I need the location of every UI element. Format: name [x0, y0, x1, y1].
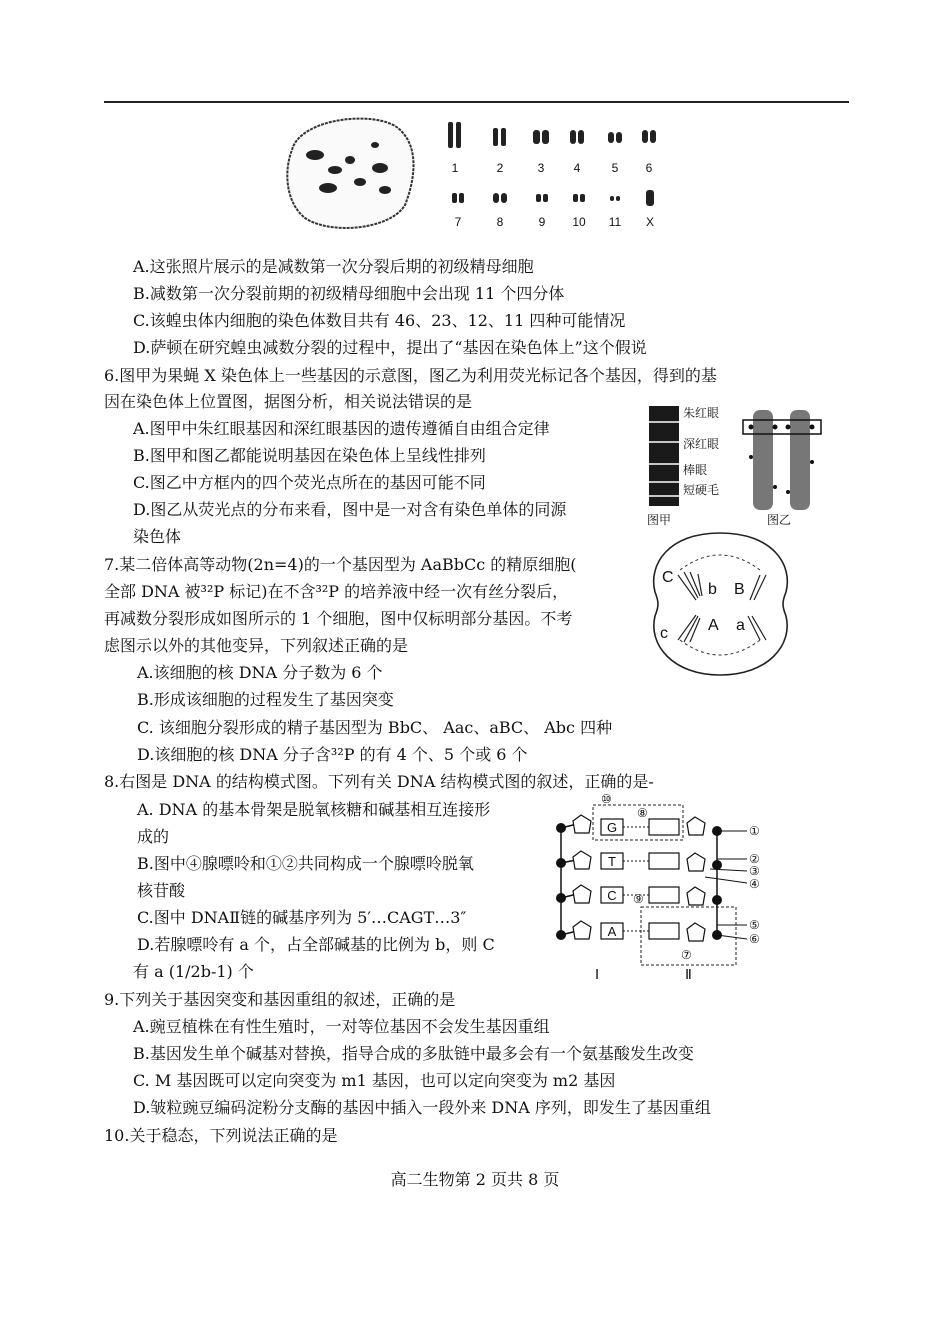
q8-stem: 8.右图是 DNA 的结构模式图。下列有关 DNA 结构模式图的叙述，正确的是-: [104, 772, 654, 791]
q6-option-d-2: 染色体: [133, 527, 182, 546]
label-yi: 图乙: [767, 513, 792, 527]
circle-1: ①: [749, 824, 760, 838]
q6-stem-2: 因在染色体上位置图，据图分析，相关说法错误的是: [104, 392, 473, 411]
karyotype-figure: [280, 110, 680, 235]
kar-label-4: 4: [573, 161, 581, 175]
fly-chromosome-figure: [645, 402, 825, 530]
gene-deep-red: 深红眼: [683, 437, 720, 451]
q5-option-a: A.这张照片展示的是减数第一次分裂后期的初级精母细胞: [133, 257, 534, 276]
base-A: A: [607, 924, 617, 939]
cell-membrane: [654, 533, 788, 675]
q9-option-b: B.基因发生单个碱基对替换，指导合成的多肽链中最多会有一个氨基酸发生改变: [133, 1044, 694, 1063]
strand-II: Ⅱ: [685, 966, 692, 982]
q8-option-b-1: B.图中④腺嘌呤和①②共同构成一个腺嘌呤脱氧: [137, 854, 474, 873]
kar-label-5: 5: [611, 161, 619, 175]
q7-option-b: B.形成该细胞的过程发生了基因突变: [137, 690, 394, 709]
base-T: T: [608, 854, 616, 869]
header-rule: [104, 101, 849, 103]
q7-stem-3: 再减数分裂形成如图所示的 1 个细胞，图中仅标明部分基因。不考: [104, 609, 573, 628]
q8-option-d-2: 有 a (1/2b-1) 个: [133, 962, 254, 981]
q5-option-d: D.萨顿在研究蝗虫减数分裂的过程中，提出了“基因在染色体上”这个假说: [133, 338, 647, 357]
karyotype-chromosomes: [448, 122, 656, 206]
q7-stem-4: 虑图示以外的其他变异，下列叙述正确的是: [104, 636, 409, 655]
circle-5: ⑤: [749, 918, 760, 932]
q6-option-a: A.图甲中朱红眼基因和深红眼基因的遗传遵循自由组合定律: [133, 419, 550, 438]
q6-option-c: C.图乙中方框内的四个荧光点所在的基因可能不同: [133, 473, 486, 492]
q6-stem-1: 6.图甲为果蝇 X 染色体上一些基因的示意图，图乙为利用荧光标记各个基因，得到的基: [104, 366, 717, 385]
q7-stem-2: 全部 DNA 被³²P 标记)在不含³²P 的培养液中经一次有丝分裂后，: [104, 582, 569, 601]
q9-option-d: D.皱粒豌豆编码淀粉分支酶的基因中插入一段外来 DNA 序列，即发生了基因重组: [133, 1098, 711, 1117]
circle-10: ⑩: [601, 793, 612, 806]
circle-3: ③: [749, 864, 760, 878]
q5-option-c: C.该蝗虫体内细胞的染色体数目共有 46、23、12、11 四种可能情况: [133, 311, 626, 330]
q7-option-a: A.该细胞的核 DNA 分子数为 6 个: [137, 663, 383, 682]
gene-A: A: [708, 617, 719, 634]
cell-outline: [287, 119, 413, 228]
gene-a: a: [736, 617, 745, 634]
kar-label-x: X: [645, 215, 655, 229]
q6-option-b: B.图甲和图乙都能说明基因在染色体上呈线性排列: [133, 446, 486, 465]
circle-7: ⑦: [681, 948, 692, 962]
chromosome-yi-right: [790, 410, 810, 510]
kar-label-6: 6: [645, 161, 653, 175]
q8-option-a-1: A. DNA 的基本骨架是脱氧核糖和碱基相互连接形: [137, 800, 491, 819]
kar-label-2: 2: [496, 161, 504, 175]
kar-label-11: 11: [608, 215, 622, 229]
gene-B: B: [734, 581, 745, 598]
dividing-cell-figure: [648, 530, 793, 678]
base-C: C: [607, 888, 617, 903]
gene-b: b: [708, 581, 717, 598]
base-G: G: [606, 820, 618, 835]
chromosome-yi-left: [753, 410, 773, 510]
gene-C: C: [662, 569, 674, 586]
q9-stem: 9.下列关于基因突变和基因重组的叙述，正确的是: [104, 990, 456, 1009]
page-footer: 高二生物第 2 页共 8 页: [390, 1170, 560, 1189]
q9-option-c: C. M 基因既可以定向突变为 m1 基因，也可以定向突变为 m2 基因: [133, 1071, 616, 1090]
dna-structure-figure: [545, 793, 770, 983]
q9-option-a: A.豌豆植株在有性生殖时，一对等位基因不会发生基因重组: [133, 1017, 550, 1036]
kar-label-9: 9: [538, 215, 546, 229]
q5-option-b: B.减数第一次分裂前期的初级精母细胞中会出现 11 个四分体: [133, 284, 565, 303]
kar-label-10: 10: [572, 215, 586, 229]
q8-option-d-1: D.若腺嘌呤有 a 个，占全部碱基的比例为 b，则 C: [137, 935, 495, 954]
q8-option-a-2: 成的: [137, 827, 170, 846]
strand-I: Ⅰ: [595, 966, 600, 982]
label-jia: 图甲: [647, 513, 672, 527]
kar-label-7: 7: [454, 215, 462, 229]
kar-label-3: 3: [537, 161, 545, 175]
circle-6: ⑥: [749, 932, 760, 946]
q10-stem: 10.关于稳态，下列说法正确的是: [104, 1126, 338, 1145]
circle-4: ④: [749, 877, 760, 891]
circle-9: ⑨: [633, 892, 644, 906]
q7-stem-1: 7.某二倍体高等动物(2n=4)的一个基因型为 AaBbCc 的精原细胞(: [104, 555, 577, 574]
q7-option-c: C. 该细胞分裂形成的精子基因型为 BbC、 Aac、aBC、 Abc 四种: [137, 718, 613, 737]
chromosome-jia: [649, 406, 679, 506]
circle-2: ②: [749, 852, 760, 866]
q6-option-d-1: D.图乙从荧光点的分布来看，图中是一对含有染色单体的同源: [133, 500, 567, 519]
q8-option-b-2: 核苷酸: [137, 881, 186, 900]
q7-option-d: D.该细胞的核 DNA 分子含³²P 的有 4 个、5 个或 6 个: [137, 745, 528, 764]
kar-label-8: 8: [496, 215, 504, 229]
gene-vermilion: 朱红眼: [683, 406, 720, 420]
gene-bar-eye: 棒眼: [683, 463, 708, 477]
gene-short-bristle: 短硬毛: [683, 483, 720, 497]
circle-8: ⑧: [637, 806, 648, 820]
gene-c: c: [660, 625, 668, 642]
q8-option-c: C.图中 DNAⅡ链的碱基序列为 5′…CAGT…3″: [137, 908, 467, 927]
kar-label-1: 1: [451, 161, 459, 175]
